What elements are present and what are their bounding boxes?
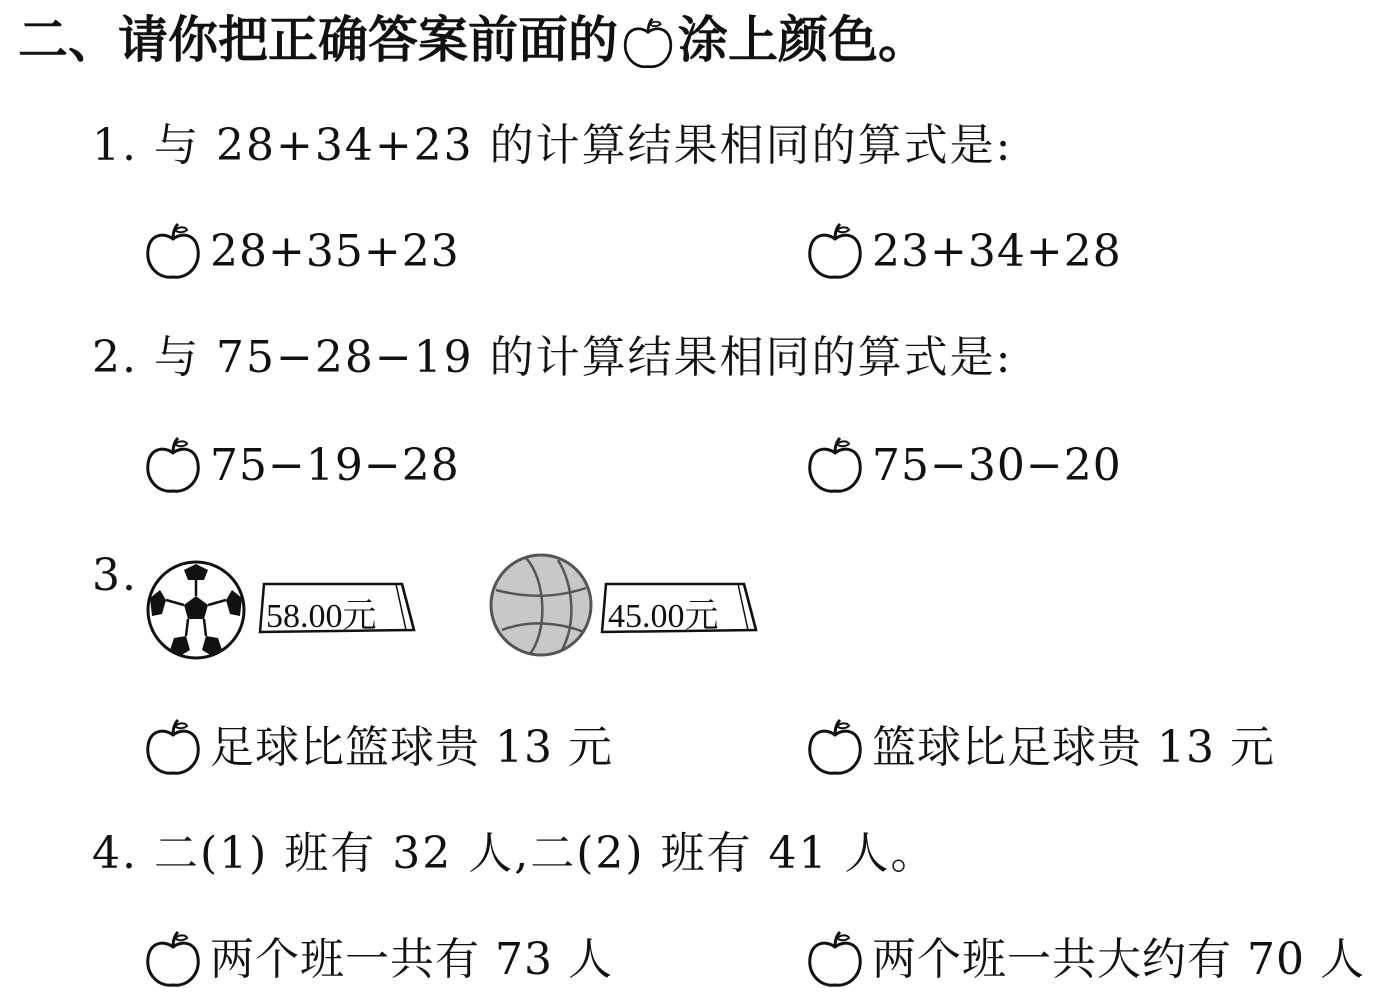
apple-outline-icon[interactable] — [804, 930, 866, 990]
q3-option-a[interactable] — [142, 718, 613, 778]
apple-outline-icon[interactable] — [142, 222, 204, 282]
option-label: 23+34+28 — [872, 226, 1122, 277]
option-label: 75−19−28 — [210, 440, 460, 491]
question-number: 3. — [92, 550, 138, 601]
q1-option-a[interactable] — [142, 222, 460, 282]
apple-outline-icon[interactable] — [142, 436, 204, 496]
option-label: 75−30−20 — [872, 440, 1122, 491]
option-label: 足球比篮球贵 13 元 — [210, 722, 613, 773]
apple-outline-icon[interactable] — [804, 222, 866, 282]
q2-option-a[interactable] — [142, 436, 460, 496]
q2-option-b[interactable] — [804, 436, 1122, 496]
question-number: 4. — [92, 828, 138, 879]
q4-option-a[interactable] — [142, 930, 613, 990]
q4-option-b[interactable] — [804, 930, 1365, 990]
soccer-ball-icon — [144, 558, 248, 662]
apple-outline-icon[interactable] — [142, 718, 204, 778]
heading-text-prefix: 二、请你把正确答案前面的 — [18, 11, 618, 69]
option-label: 篮球比足球贵 13 元 — [872, 722, 1275, 773]
price-label: 45.00元 — [608, 598, 719, 635]
question-4 — [92, 826, 937, 882]
section-heading — [18, 10, 928, 72]
heading-text-suffix: 涂上颜色。 — [678, 11, 928, 69]
question-number: 2. — [92, 332, 138, 383]
apple-outline-icon[interactable] — [142, 930, 204, 990]
option-label: 28+35+23 — [210, 226, 460, 277]
question-2 — [92, 330, 1012, 386]
question-text: 二(1) 班有 32 人,二(2) 班有 41 人。 — [153, 828, 937, 879]
option-label: 两个班一共有 73 人 — [210, 934, 613, 985]
option-label: 两个班一共大约有 70 人 — [872, 934, 1365, 985]
question-3-number — [92, 548, 138, 604]
price-label: 58.00元 — [266, 598, 377, 635]
question-1 — [92, 118, 1012, 174]
question-number: 1. — [92, 120, 138, 171]
question-text: 与 75−28−19 的计算结果相同的算式是: — [153, 332, 1013, 383]
apple-outline-icon — [620, 16, 676, 72]
q1-option-b[interactable] — [804, 222, 1122, 282]
question-text: 与 28+34+23 的计算结果相同的算式是: — [153, 120, 1013, 171]
q3-option-b[interactable] — [804, 718, 1275, 778]
apple-outline-icon[interactable] — [804, 718, 866, 778]
basketball-icon — [486, 550, 596, 660]
apple-outline-icon[interactable] — [804, 436, 866, 496]
